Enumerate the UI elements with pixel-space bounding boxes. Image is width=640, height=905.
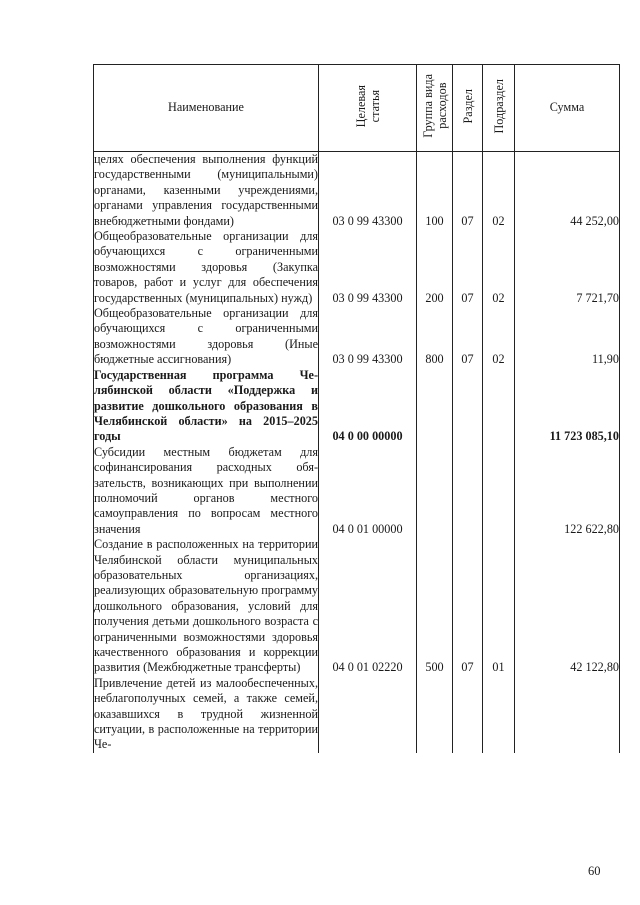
row-sum: 42 122,80 <box>515 537 620 676</box>
row-name: Общеобразовательные организации для обучающихся с ограниченными возможностями здоровья (Закупка товаров, работ и услуг для обеспечения государственных (муниципальных) нужд) <box>94 229 318 305</box>
row-group: 800 <box>417 306 453 368</box>
row-name: Государственная программа Челябинской области «Поддержка и развитие дошкольного образования в Челябинской области» на 2015–2025 годы <box>94 367 318 444</box>
table-row <box>94 676 620 753</box>
header-subsection: Подраздел <box>483 65 515 152</box>
header-group: Группа вида расходов <box>417 65 453 152</box>
row-name: Создание в расположенных на территории Челябинской области муниципальных образовательных организациях, реализующих образовательную программу дошкольного образования, условий для получения детьми дошкольного возраста с ограниченными возможностями здоровья качественного образования и коррекции развития (Межбюджетные трансферты) <box>94 537 318 675</box>
row-group <box>417 676 453 753</box>
row-section <box>453 445 483 537</box>
row-target <box>319 676 417 753</box>
row-target: 04 0 00 00000 <box>319 368 417 445</box>
row-name: Привлечение детей из малообеспеченных, неблагополучных семей, а также семей, оказавшихся в трудной жизненной ситуации, в расположенные на территории Че- <box>94 675 318 752</box>
row-section <box>453 368 483 445</box>
row-group <box>417 368 453 445</box>
row-sum: 44 252,00 <box>515 152 620 230</box>
row-group: 500 <box>417 537 453 676</box>
row-subsection: 02 <box>483 229 515 306</box>
table-row <box>94 445 620 537</box>
row-section: 07 <box>453 306 483 368</box>
budget-table <box>93 64 620 753</box>
header-name: Наименование <box>94 65 319 152</box>
row-target: 04 0 01 02220 <box>319 537 417 676</box>
row-sum: 11 723 085,10 <box>515 368 620 445</box>
row-sum: 7 721,70 <box>515 229 620 306</box>
row-target: 03 0 99 43300 <box>319 306 417 368</box>
row-section <box>453 676 483 753</box>
row-subsection <box>483 676 515 753</box>
row-group: 200 <box>417 229 453 306</box>
row-target: 03 0 99 43300 <box>319 229 417 306</box>
row-group <box>417 445 453 537</box>
table-row <box>94 306 620 368</box>
table-row <box>94 152 620 230</box>
row-subsection: 01 <box>483 537 515 676</box>
row-target: 04 0 01 00000 <box>319 445 417 537</box>
row-target: 03 0 99 43300 <box>319 152 417 230</box>
header-row <box>94 65 620 152</box>
row-subsection: 02 <box>483 152 515 230</box>
page-number: 60 <box>588 864 601 878</box>
header-sum: Сумма <box>515 65 620 152</box>
table-row <box>94 229 620 306</box>
row-section: 07 <box>453 537 483 676</box>
row-sum <box>515 676 620 753</box>
row-name: целях обеспечения выполнения функций государственными (муниципальными) органами, казенными учреждениями, органами управления государственными внебюджетными фондами) <box>94 152 318 228</box>
row-name: Общеобразовательные организации для обучающихся с ограниченными возможностями здоровья (Иные бюджетные ассигнования) <box>94 306 318 367</box>
row-section: 07 <box>453 229 483 306</box>
row-subsection <box>483 445 515 537</box>
row-sum: 11,90 <box>515 306 620 368</box>
table-row <box>94 537 620 676</box>
row-group: 100 <box>417 152 453 230</box>
header-target: Целевая статья <box>319 65 417 152</box>
table-row-program <box>94 368 620 445</box>
row-name: Субсидии местным бюджетам для софинансирования расходных обязательств, возникающих при выполнении полномочий органов местного самоуправления по вопросам местного значения <box>94 444 318 536</box>
row-section: 07 <box>453 152 483 230</box>
row-subsection: 02 <box>483 306 515 368</box>
header-section: Раздел <box>453 65 483 152</box>
row-subsection <box>483 368 515 445</box>
row-sum: 122 622,80 <box>515 445 620 537</box>
